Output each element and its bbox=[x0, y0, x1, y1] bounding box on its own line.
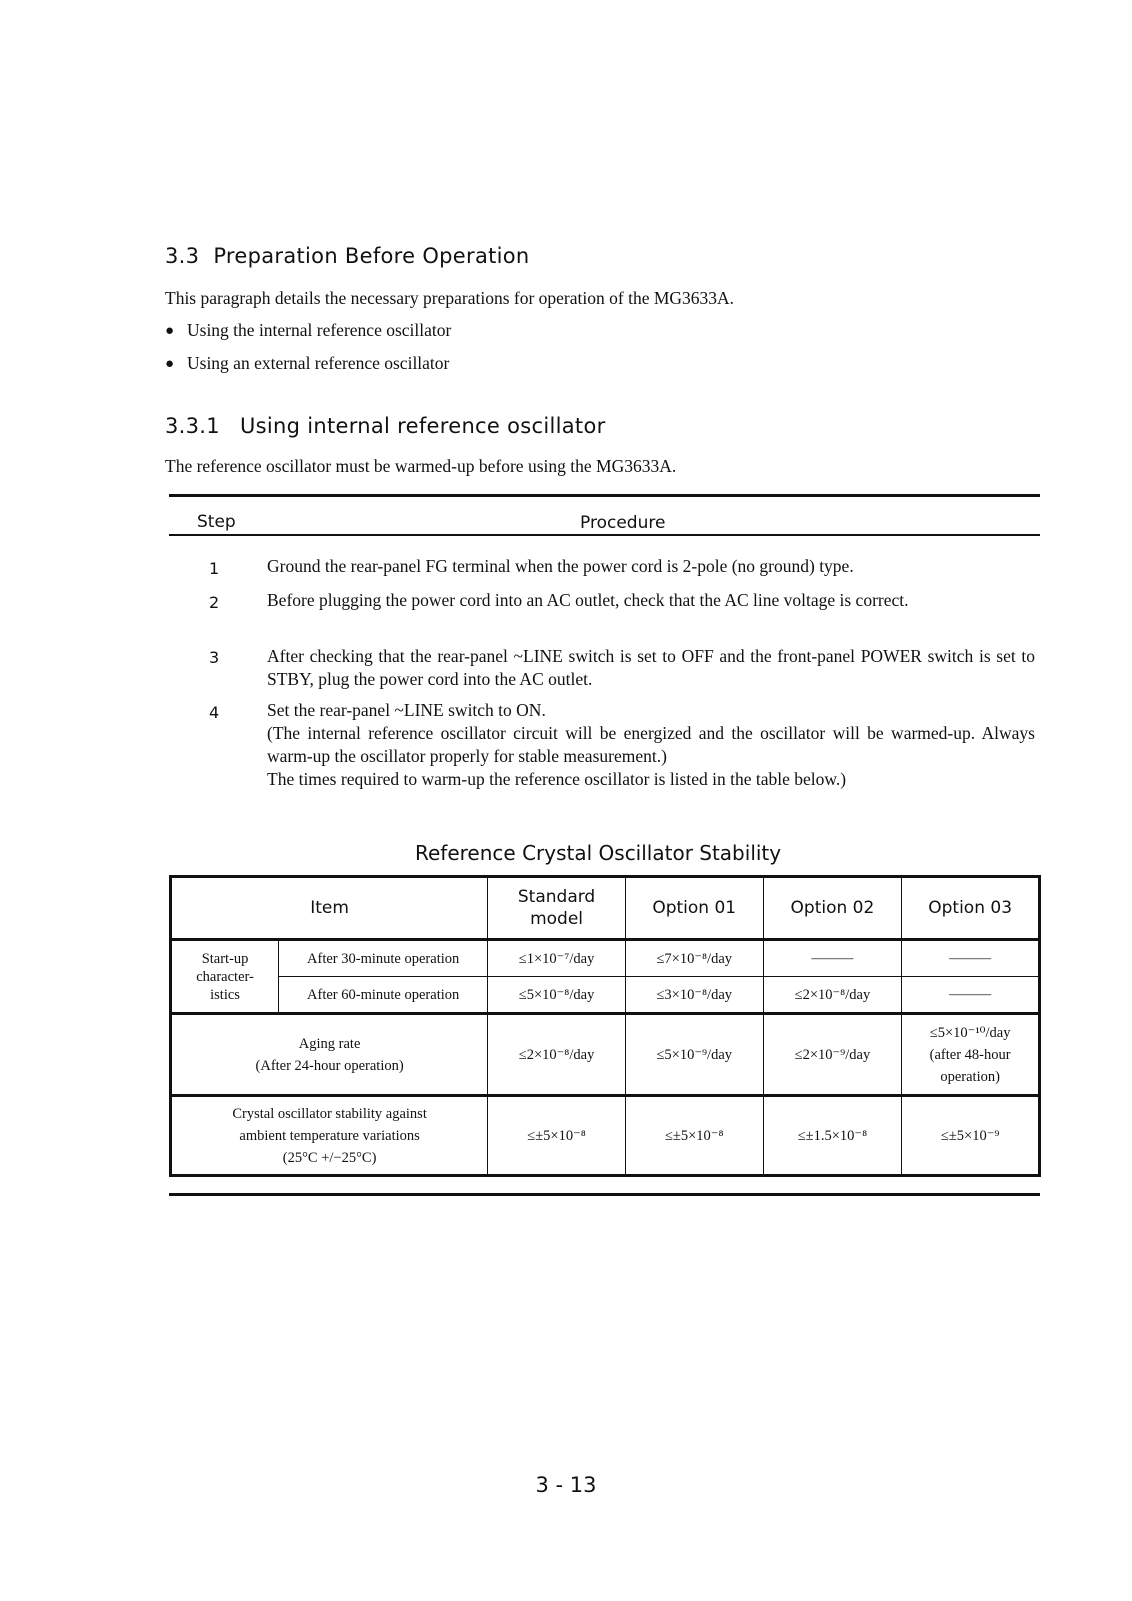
bullet-text: Using the internal reference oscillator bbox=[187, 320, 452, 340]
temperature-label-line: (25°C +/−25°C) bbox=[282, 1149, 377, 1166]
cell-option03-line: (after 48-hour bbox=[929, 1046, 1011, 1063]
subsection-title bbox=[165, 414, 606, 438]
cell-option01: ≤7×10⁻⁸/day bbox=[625, 940, 763, 977]
cell-option03-line: operation) bbox=[940, 1068, 1000, 1085]
table-row bbox=[171, 977, 1040, 1014]
step-number: 2 bbox=[209, 593, 220, 612]
cell-standard: ≤±5×10⁻⁸ bbox=[488, 1096, 626, 1176]
table-row bbox=[171, 940, 1040, 977]
aging-label bbox=[171, 1014, 488, 1096]
table-header-row bbox=[171, 877, 1040, 940]
table-bottom-rule bbox=[169, 1193, 1040, 1196]
cell-standard: ≤5×10⁻⁸/day bbox=[488, 977, 626, 1014]
startup-label-line: istics bbox=[210, 986, 240, 1003]
cell-option01: ≤5×10⁻⁹/day bbox=[625, 1014, 763, 1096]
stability-table bbox=[169, 875, 1041, 1177]
step-line: Ground the rear-panel FG terminal when the power cord is 2-pole (no ground) type. bbox=[267, 556, 854, 576]
step-text bbox=[267, 699, 1035, 791]
header-option01: Option 01 bbox=[625, 877, 763, 940]
startup-label bbox=[171, 940, 279, 1014]
step-header: Step bbox=[197, 512, 236, 532]
header-standard-line: model bbox=[530, 909, 584, 929]
section-title bbox=[165, 244, 530, 268]
section-title-text: Preparation Before Operation bbox=[213, 244, 530, 268]
cell-option02: ≤2×10⁻⁹/day bbox=[763, 1014, 902, 1096]
startup-label-line: Start-up bbox=[201, 950, 249, 967]
startup-label-line: character- bbox=[196, 968, 254, 985]
page-number: 3 - 13 bbox=[535, 1473, 597, 1497]
cell-option01: ≤±5×10⁻⁸ bbox=[625, 1096, 763, 1176]
cell-option03-line: ≤5×10⁻¹⁰/day bbox=[929, 1024, 1011, 1041]
temperature-label-line: ambient temperature variations bbox=[239, 1127, 420, 1144]
table-row bbox=[171, 1096, 1040, 1176]
list-item bbox=[165, 320, 451, 353]
cell-option02: ≤±1.5×10⁻⁸ bbox=[763, 1096, 902, 1176]
step-line: After checking that the rear-panel ~LINE switch is set to OFF and the front-panel POWER switch is set to STBY, plug the power cord into the AC outlet. bbox=[267, 646, 1035, 689]
subsection-title-text: Using internal reference oscillator bbox=[239, 414, 606, 438]
cell-option03: ——— bbox=[902, 977, 1040, 1014]
cell-option02: ≤2×10⁻⁸/day bbox=[763, 977, 902, 1014]
temperature-label-line: Crystal oscillator stability against bbox=[232, 1105, 427, 1122]
step-text bbox=[267, 645, 1035, 691]
cell-option03 bbox=[902, 1014, 1040, 1096]
aging-label-line: Aging rate bbox=[298, 1035, 361, 1052]
subsection-number: 3.3.1 bbox=[165, 414, 220, 438]
step-line: Set the rear-panel ~LINE switch to ON. bbox=[267, 700, 546, 720]
aging-label-line: (After 24-hour operation) bbox=[255, 1057, 404, 1074]
header-standard-line: Standard bbox=[517, 887, 596, 907]
table-row bbox=[171, 1014, 1040, 1096]
step-line: Before plugging the power cord into an AC outlet, check that the AC line voltage is correct. bbox=[267, 590, 909, 610]
bullet-text: Using an external reference oscillator bbox=[187, 353, 450, 373]
table-caption: Reference Crystal Oscillator Stability bbox=[415, 841, 782, 865]
bullet-icon: ● bbox=[165, 323, 175, 339]
row-label: After 60-minute operation bbox=[279, 977, 488, 1014]
bullet-list bbox=[165, 320, 451, 386]
list-item bbox=[165, 353, 451, 386]
header-standard bbox=[488, 877, 626, 940]
temperature-label bbox=[171, 1096, 488, 1176]
header-item: Item bbox=[171, 877, 488, 940]
step-number: 4 bbox=[209, 703, 220, 722]
header-option02: Option 02 bbox=[763, 877, 902, 940]
procedure-header: Procedure bbox=[580, 513, 666, 533]
cell-option01: ≤3×10⁻⁸/day bbox=[625, 977, 763, 1014]
cell-standard: ≤1×10⁻⁷/day bbox=[488, 940, 626, 977]
step-line: (The internal reference oscillator circuit will be energized and the oscillator will be warmed-up. Always warm-up the oscillator properly for stable measurement.) bbox=[267, 723, 1035, 766]
section-intro: This paragraph details the necessary preparations for operation of the MG3633A. bbox=[165, 288, 735, 308]
header-option03: Option 03 bbox=[902, 877, 1040, 940]
cell-standard: ≤2×10⁻⁸/day bbox=[488, 1014, 626, 1096]
bullet-icon: ● bbox=[165, 356, 175, 372]
step-number: 1 bbox=[209, 559, 220, 578]
step-line: The times required to warm-up the reference oscillator is listed in the table below.) bbox=[267, 769, 847, 789]
row-label: After 30-minute operation bbox=[279, 940, 488, 977]
cell-option03: ——— bbox=[902, 940, 1040, 977]
step-text bbox=[267, 555, 1035, 578]
subsection-intro: The reference oscillator must be warmed-up before using the MG3633A. bbox=[165, 456, 677, 476]
section-number: 3.3 bbox=[165, 244, 200, 268]
step-number: 3 bbox=[209, 648, 220, 667]
cell-option03: ≤±5×10⁻⁹ bbox=[902, 1096, 1040, 1176]
cell-option02: ——— bbox=[763, 940, 902, 977]
table-header-rule bbox=[169, 534, 1040, 536]
step-text bbox=[267, 589, 1035, 612]
table-top-rule bbox=[169, 494, 1040, 497]
